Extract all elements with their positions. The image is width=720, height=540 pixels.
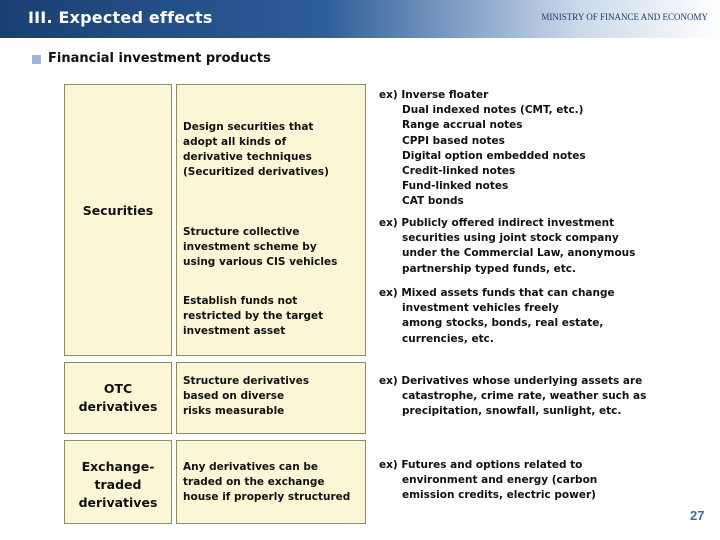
otc-example: ex) Derivatives whose underlying assets are catastrophe, crime rate, weather such as precipitation, snowfall, sunlight, etc.	[379, 375, 647, 418]
securities-example-2: ex) Publicly offered indirect investment securities using joint stock company under the Commercial Law, anonymous partnership typed funds, etc.	[379, 217, 636, 275]
section-subtitle: Financial investment products	[48, 51, 271, 66]
slide-title: III. Expected effects	[28, 8, 213, 27]
otc-desc: Structure derivatives based on diverse risks measurable	[183, 375, 310, 417]
securities-example-3: ex) Mixed assets funds that can change investment vehicles freely among stocks, bonds, real estate, currencies, etc.	[379, 287, 615, 345]
securities-desc-1: Design securities that adopt all kinds of derivative techniques (Securitized derivatives)	[183, 121, 329, 178]
securities-label: Securities	[82, 203, 154, 218]
securities-label-cell	[64, 84, 172, 356]
exchange-example: ex) Futures and options related to environment and energy (carbon emission credits, electric power)	[379, 459, 598, 502]
securities-desc-3: Establish funds not restricted by the target investment asset	[183, 295, 324, 337]
securities-desc-2: Structure collective investment scheme by using various CIS vehicles	[183, 226, 338, 268]
otc-label: OTC derivatives	[78, 381, 158, 414]
exchange-label: Exchange- traded derivatives	[78, 459, 158, 510]
square-bullet-icon	[32, 55, 41, 64]
ministry-label: MINISTRY OF FINANCE AND ECONOMY	[541, 12, 708, 22]
page-number: 27	[690, 508, 705, 523]
exchange-desc: Any derivatives can be traded on the exchange house if properly structured	[183, 461, 351, 503]
securities-example-1: ex) Inverse floater Dual indexed notes (CMT, etc.) Range accrual notes CPPI based notes Digital option embedded notes Credit-linked notes Fund-linked notes CAT bonds	[379, 89, 586, 208]
